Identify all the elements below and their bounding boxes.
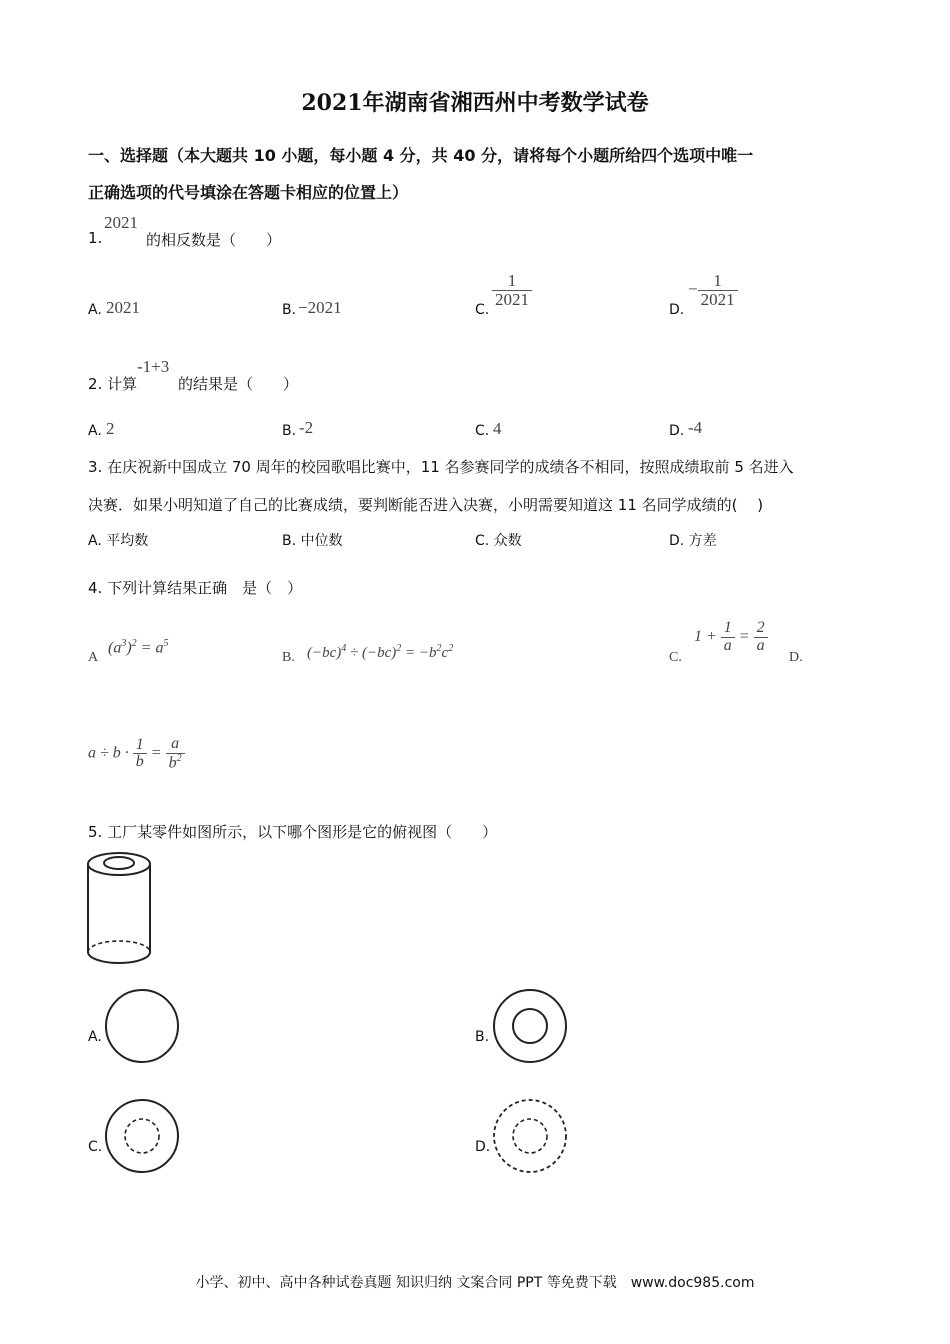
q3-option-b: B. 中位数 (282, 533, 343, 549)
q2-option-b-value: -2 (299, 418, 314, 437)
q3-stem-line2: 决赛．如果小明知道了自己的比赛成绩，要判断能否进入决赛，小明需要知道这 11 名同学成绩的( ) (88, 496, 764, 514)
q2-option-d-value: -4 (688, 418, 703, 437)
q1-d-denominator: 2021 (698, 290, 738, 309)
q1-option-a-label: A. (88, 302, 102, 318)
section-heading-line1: 一、选择题（本大题共 10 小题，每小题 4 分，共 40 分，请将每个小题所给四个选项中唯一 (88, 146, 754, 165)
q1-option-d-label: D. (669, 302, 685, 318)
q2-stem: 的结果是（ ） (178, 375, 299, 393)
section-heading-line2: 正确选项的代号填涂在答题卡相应的位置上） (88, 183, 409, 202)
q5-option-b-ring-figure (491, 987, 569, 1065)
q2-option-c-label: C. (475, 423, 490, 439)
q1-option-c-label: C. (475, 302, 490, 318)
q1-option-a-value: 2021 (106, 298, 140, 317)
q5-option-c-ring-dashed-inner-figure (103, 1097, 181, 1175)
q3-stem-line1: 3. 在庆祝新中国成立 70 周年的校园歌唱比赛中，11 名参赛同学的成绩各不相同，按照成绩取前 5 名进入 (88, 458, 794, 476)
q5-stem: 5. 工厂某零件如图所示，以下哪个图形是它的俯视图（ ） (88, 823, 498, 841)
q2-option-d-label: D. (669, 423, 685, 439)
q4-option-d-formula: a ÷ b · $\frac{1}{b}$ = $\frac{a}{b^2}$ (88, 736, 185, 772)
q1-stem: 的相反数是（ ） (146, 231, 282, 249)
q2-option-c-value: 4 (493, 419, 502, 438)
q1-c-numerator: 1 (507, 271, 517, 290)
q5-option-a-label: A. (88, 1029, 102, 1045)
q1-option-b-label: B. (282, 302, 297, 318)
page-footer: 小学、初中、高中各种试卷真题 知识归纳 文案合同 PPT 等免费下载 www.doc985.com (195, 1275, 755, 1291)
q2-option-a-label: A. (88, 423, 102, 439)
q3-option-a: A. 平均数 (88, 533, 149, 549)
q5-option-d-dashed-ring-figure (491, 1097, 569, 1175)
q4-stem: 4. 下列计算结果正确 是（ ） (88, 579, 303, 597)
q1-option-b-value: −2021 (298, 298, 342, 317)
q5-option-d-label: D. (475, 1139, 491, 1155)
q1-option-c-fraction (492, 272, 532, 309)
q5-option-a-circle-figure (103, 987, 181, 1065)
q2-number: 2. 计算 (88, 375, 138, 393)
q1-d-sign: − (688, 279, 698, 299)
q2-expression: -1+3 (137, 357, 170, 376)
q5-option-b-label: B. (475, 1029, 490, 1045)
q4-option-c-formula: 1 + $\frac{1}{a}$ = $\frac{2}{a}$ (694, 620, 768, 655)
q4-option-d-label: D. (789, 650, 803, 665)
q1-expression: 2021 (104, 213, 138, 232)
q3-option-d: D. 方差 (669, 533, 717, 549)
q4-option-a-label: A (88, 650, 99, 665)
q4-option-c-label: C. (669, 650, 682, 665)
page-title: 2021年湖南省湘西州中考数学试卷 (301, 90, 649, 116)
q1-d-numerator: 1 (713, 271, 722, 290)
q5-option-c-label: C. (88, 1139, 103, 1155)
q2-option-b-label: B. (282, 423, 297, 439)
q1-number: 1. (88, 229, 103, 247)
q4-option-b-label: B. (282, 650, 295, 665)
q4-option-b-formula: $(-bc)^4 \div (-bc)^2 = -b^2c^2$ (307, 643, 454, 661)
q1-option-d-fraction (688, 272, 738, 309)
q1-c-denominator: 2021 (492, 290, 532, 309)
q4-option-a-formula: $(a^3)^2 = a^5$ (108, 638, 169, 657)
q3-option-c: C. 众数 (475, 533, 522, 549)
q2-option-a-value: 2 (106, 419, 115, 438)
cylinder-part-figure (82, 848, 156, 970)
